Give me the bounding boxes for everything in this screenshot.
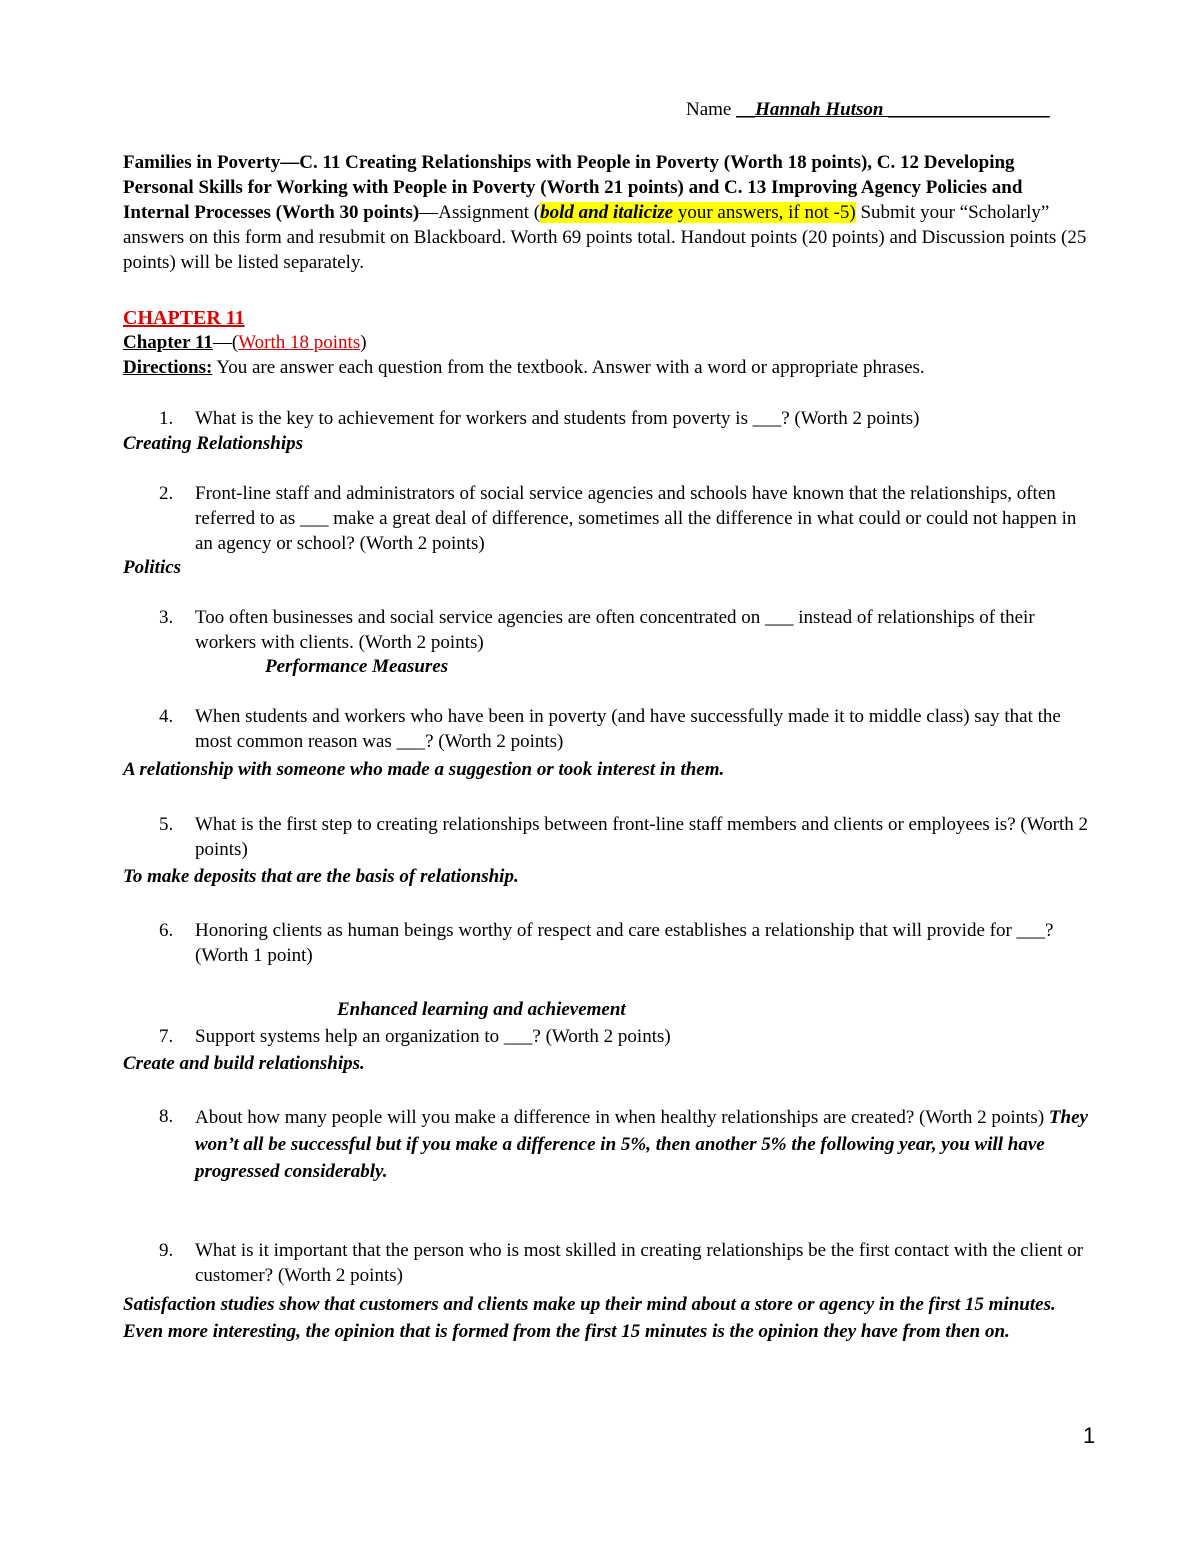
answer-8: They won’t all be successful but if you make a difference in 5%, then another 5% the following year, you will have progressed considerably. <box>195 1107 1088 1182</box>
question-text: Too often businesses and social service agencies are often concentrated on ___ instead of relationships of their workers with clients. (Worth 2 points) <box>195 607 1035 653</box>
answer-6: Enhanced learning and achievement <box>337 999 626 1020</box>
answer-1: Creating Relationships <box>123 433 304 454</box>
question-number: 7. <box>159 1026 174 1047</box>
question-text: Support systems help an organization to ___? (Worth 2 points) <box>195 1026 671 1047</box>
question-number: 1. <box>159 408 174 429</box>
chapter-worth: Worth 18 points <box>238 332 361 353</box>
answer-4: A relationship with someone who made a suggestion or took interest in them. <box>123 759 725 780</box>
highlight-rest: your answers, if not -5) <box>673 202 856 223</box>
answer-9: Satisfaction studies show that customers and clients make up their mind about a store or agency in the first 15 minutes. Even more interesting, the opinion that is formed from the first 15 minutes is the opinion they have from then on. <box>123 1294 1056 1342</box>
assignment-title: Families in Poverty—C. 11 Creating Relationships with People in Poverty (Worth 18 points), C. 12 Developing Personal Skills for Working with People in Poverty (Worth 21 points) and C. 13 Improving Agency Policies and Internal Processes (Worth 30 points) <box>123 152 1023 223</box>
answer-5: To make deposits that are the basis of relationship. <box>123 866 519 887</box>
directions-label: Directions: <box>123 357 213 378</box>
name-underline-suffix: _________________ <box>883 99 1050 120</box>
question-text: What is it important that the person who is most skilled in creating relationships be the first contact with the client or customer? (Worth 2 points) <box>195 1240 1084 1286</box>
directions-text: You are answer each question from the textbook. Answer with a word or appropriate phrases. <box>212 357 925 378</box>
assignment-header <box>123 150 1088 275</box>
question-4 <box>123 704 1098 754</box>
question-9 <box>123 1238 1098 1288</box>
highlight-instruction <box>540 202 856 223</box>
question-8 <box>123 1104 1098 1185</box>
question-1 <box>123 406 1098 431</box>
chapter-dash: —( <box>212 332 239 353</box>
question-text: About how many people will you make a difference in when healthy relationships are created? (Worth 2 points) <box>195 1107 1045 1128</box>
name-line <box>686 99 1050 121</box>
question-3 <box>123 605 1098 655</box>
highlight-bold-italic: bold and italicize <box>540 202 674 223</box>
name-label: Name <box>686 99 732 120</box>
answer-3: Performance Measures <box>265 656 449 677</box>
question-text: What is the first step to creating relationships between front-line staff members and clients or employees is? (Worth 2 points) <box>195 814 1088 860</box>
name-underline-prefix: __ <box>736 99 756 120</box>
chapter-heading: CHAPTER 11 <box>123 307 245 329</box>
question-number: 5. <box>159 814 174 835</box>
chapter-label: Chapter 11 <box>123 332 213 353</box>
answer-2: Politics <box>123 557 182 578</box>
question-number: 6. <box>159 920 174 941</box>
question-2 <box>123 481 1098 556</box>
student-name: Hannah Hutson <box>755 99 884 120</box>
chapter-line <box>123 332 367 354</box>
question-6 <box>123 918 1098 968</box>
question-number: 9. <box>159 1240 174 1261</box>
question-number: 2. <box>159 483 174 504</box>
question-number: 8. <box>159 1106 174 1127</box>
question-text: What is the key to achievement for workers and students from poverty is ___? (Worth 2 points) <box>195 408 920 429</box>
question-5 <box>123 812 1098 862</box>
question-number: 3. <box>159 607 174 628</box>
question-number: 4. <box>159 706 174 727</box>
chapter-close: ) <box>360 332 367 353</box>
question-7 <box>123 1024 1098 1049</box>
submit-instructions: Submit your “Scholarly” answers on this form and resubmit on Blackboard. Worth 69 points total. Handout points (20 points) and Discussion points (25 points) will be listed separately. <box>123 202 1087 273</box>
assignment-dash: —Assignment ( <box>419 202 541 223</box>
question-text: Honoring clients as human beings worthy of respect and care establishes a relationship that will provide for ___? (Worth 1 point) <box>195 920 1054 966</box>
answer-7: Create and build relationships. <box>123 1053 365 1074</box>
question-text: When students and workers who have been in poverty (and have successfully made it to middle class) say that the most common reason was ___? (Worth 2 points) <box>195 706 1061 752</box>
question-text: Front-line staff and administrators of social service agencies and schools have known that the relationships, often referred to as ___ make a great deal of difference, sometimes all the difference in what could or could not happen in an agency or school? (Worth 2 points) <box>195 483 1077 554</box>
directions <box>123 357 925 379</box>
page-number: 1 <box>1083 1423 1096 1448</box>
